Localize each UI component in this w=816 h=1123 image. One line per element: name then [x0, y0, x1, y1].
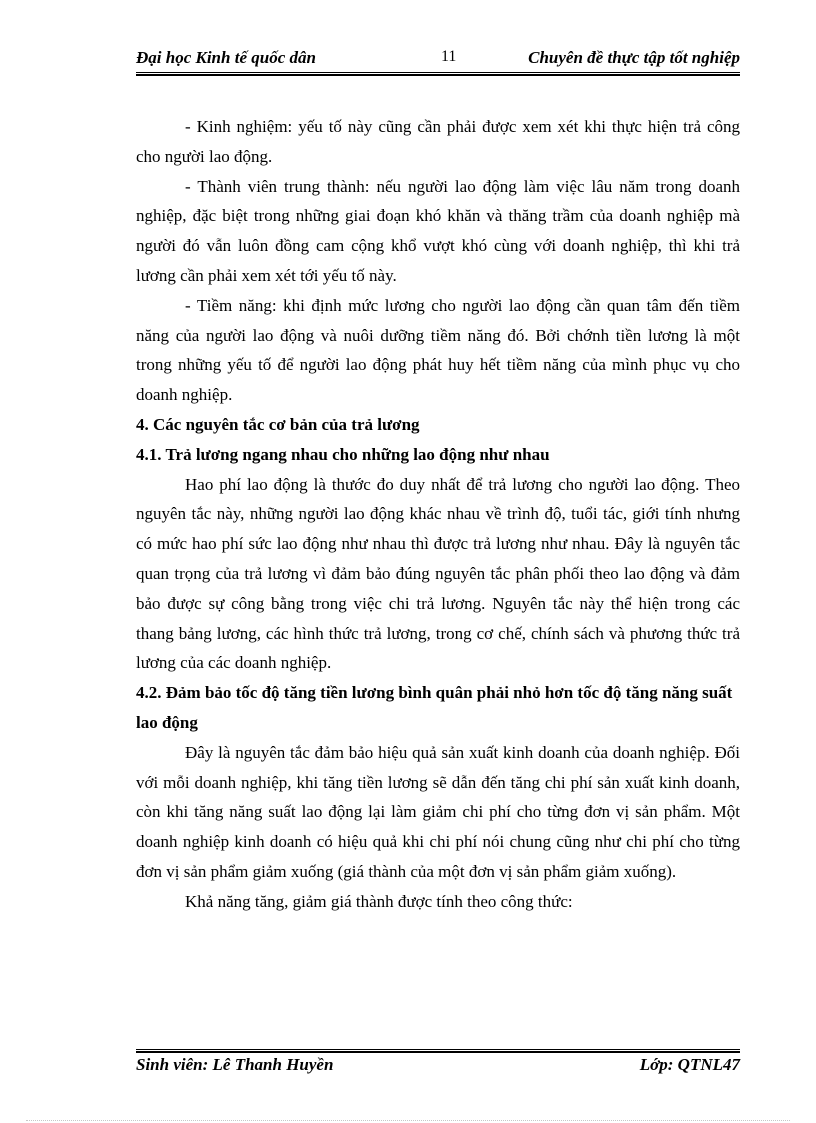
paragraph-formula-intro: Khả năng tăng, giảm giá thành được tính theo công thức:: [185, 891, 573, 911]
page-footer: [136, 1055, 740, 1081]
section-heading-4-2: 4.2. Đảm bảo tốc độ tăng tiền lương bình quân phải nhỏ hơn tốc độ tăng năng suất lao động: [136, 683, 733, 732]
page-edge-divider: [26, 1120, 790, 1121]
footer-divider: [136, 1049, 740, 1053]
section-heading-4: 4. Các nguyên tắc cơ bản của trả lương: [136, 414, 420, 434]
page-number: 11: [441, 48, 457, 65]
footer-class: Lớp: QTNL47: [639, 1055, 740, 1074]
header-divider: [136, 72, 740, 76]
section-heading-4-1: 4.1. Trả lương ngang nhau cho những lao động như nhau: [136, 444, 550, 464]
page-header: [136, 46, 740, 72]
header-university: Đại học Kinh tế quốc dân: [136, 48, 316, 67]
paragraph-potential: - Tiềm năng: khi định mức lương cho người lao động cần quan tâm đến tiềm năng của người lao động và nuôi dưỡng tiềm năng đó. Bởi chớnh tiền lương là một trong những yếu tố để người lao động phát huy hết tiềm năng của mình phục vụ cho doanh nghiệp.: [136, 295, 740, 405]
paragraph-equal-pay: Hao phí lao động là thước đo duy nhất để trả lương cho người lao động. Theo nguyên tắc này, những người lao động khác nhau về trình độ, tuổi tác, giới tính nhưng có mức hao phí sức lao động như nhau thì được trả lương như nhau. Đây là nguyên tắc quan trọng của trả lương vì đảm bảo đúng nguyên tắc phân phối theo lao động và đảm bảo được sự công bằng trong việc chi trả lương. Nguyên tắc này thể hiện trong các thang bảng lương, các hình thức trả lương, trong cơ chế, chính sách và phương thức trả lương của các doanh nghiệp.: [136, 474, 740, 673]
header-document-type: Chuyên đề thực tập tốt nghiệp: [528, 48, 740, 67]
page-body: [136, 112, 740, 917]
paragraph-experience: - Kinh nghiệm: yếu tố này cũng cần phải được xem xét khi thực hiện trả công cho người lao động.: [136, 117, 740, 166]
paragraph-productivity: Đây là nguyên tắc đảm bảo hiệu quả sản xuất kinh doanh của doanh nghiệp. Đối với mỗi doanh nghiệp, khi tăng tiền lương sẽ dẫn đến tăng chi phí sản xuất kinh doanh, còn khi tăng năng suất lao động lại làm giảm chi phí cho từng đơn vị sản phẩm. Một doanh nghiệp kinh doanh có hiệu quả khi chi phí nói chung cũng như chi phí cho từng đơn vị sản phẩm giảm xuống (giá thành của một đơn vị sản phẩm giảm xuống).: [136, 742, 740, 881]
footer-student: Sinh viên: Lê Thanh Huyền: [136, 1055, 334, 1074]
paragraph-loyal-member: - Thành viên trung thành: nếu người lao động làm việc lâu năm trong doanh nghiệp, đặc biệt trong những giai đoạn khó khăn và thăng trầm của doanh nghiệp mà người đó vẫn luôn đồng cam cộng khổ vượt khó cùng với doanh nghiệp, thì khi trả lương cần phải xem xét tới yếu tố này.: [136, 176, 740, 285]
